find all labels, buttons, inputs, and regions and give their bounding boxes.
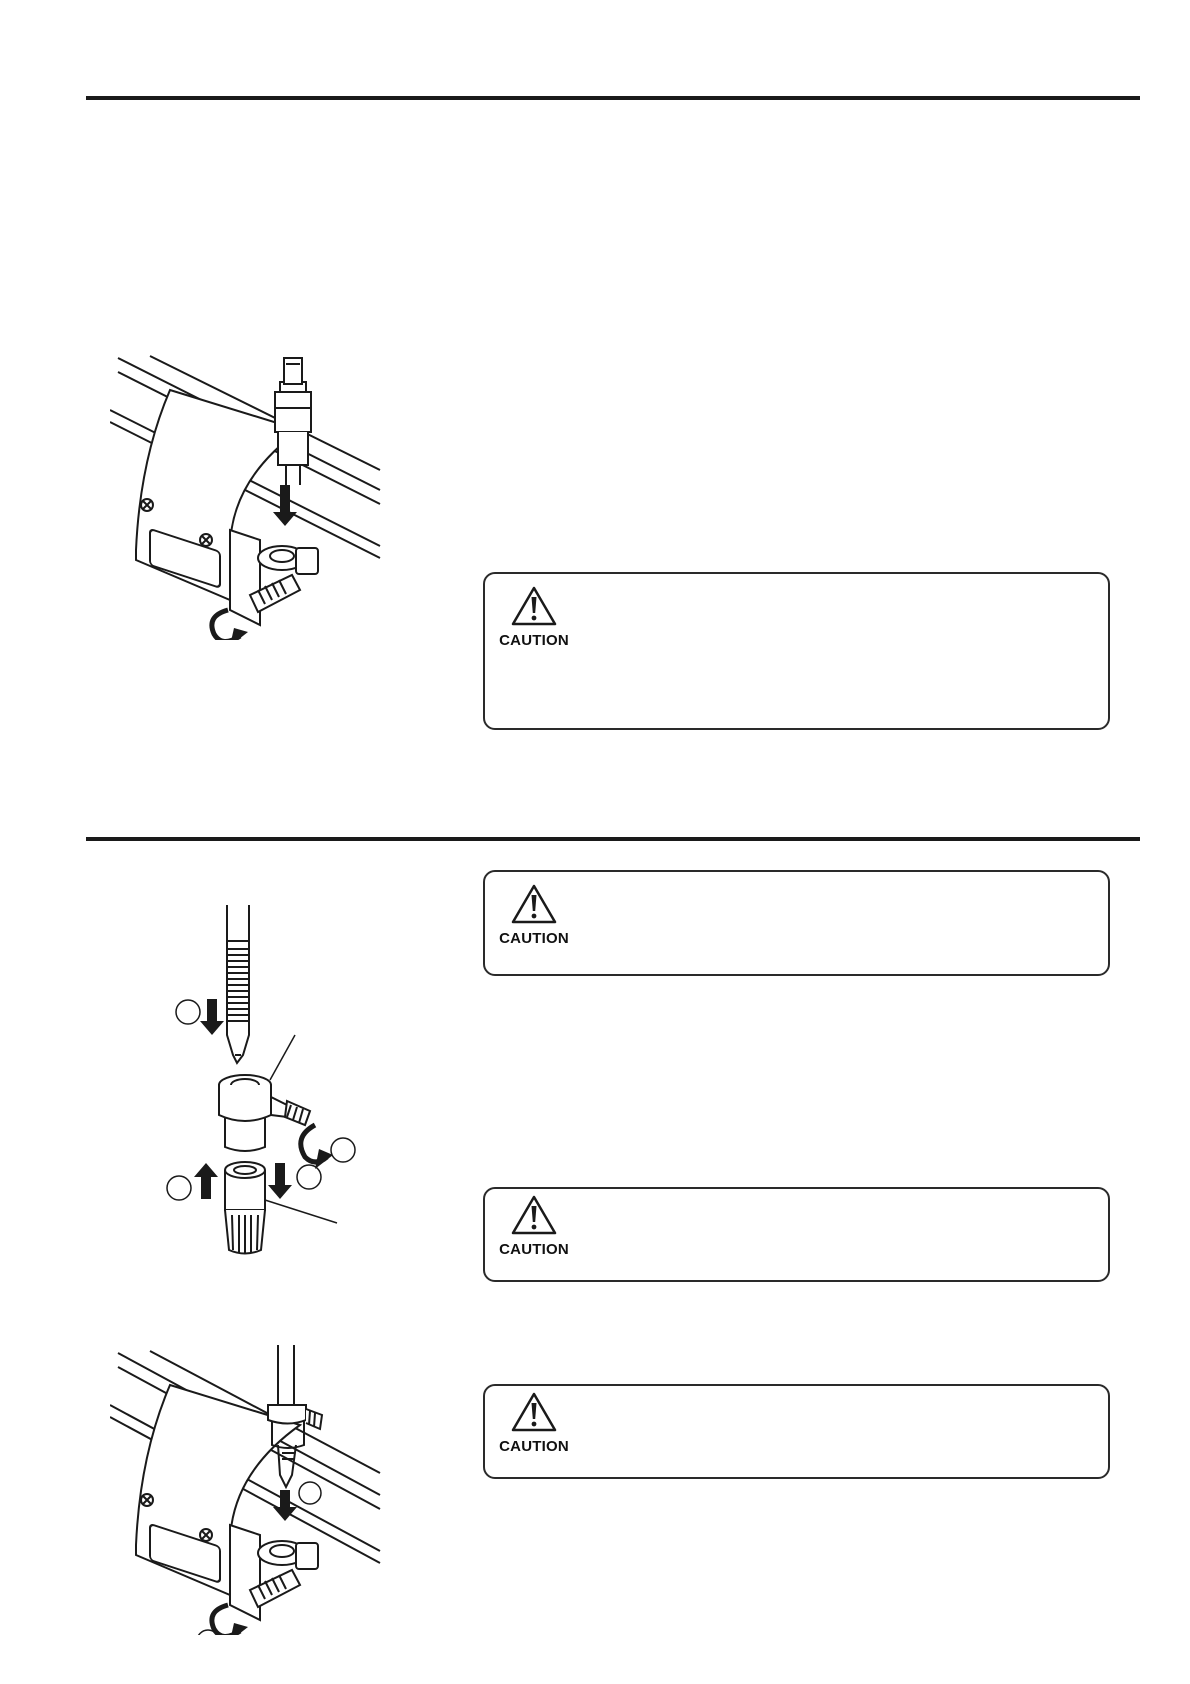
caution-box-1 xyxy=(483,572,1110,730)
cutter-holder-install-illustration xyxy=(110,350,390,640)
warning-triangle-icon xyxy=(511,884,557,924)
caution-label: CAUTION xyxy=(499,632,569,649)
section-rule-middle xyxy=(86,837,1140,841)
caution-icon xyxy=(493,1392,575,1458)
warning-triangle-icon xyxy=(511,1195,557,1235)
caution-box-2 xyxy=(483,870,1110,976)
pen-adapter-assembly-illustration xyxy=(165,905,365,1265)
caution-box-3 xyxy=(483,1187,1110,1282)
caution-icon xyxy=(493,884,575,950)
section-rule-top xyxy=(86,96,1140,100)
pen-holder-mount-illustration xyxy=(110,1345,390,1635)
warning-triangle-icon xyxy=(511,1392,557,1432)
caution-icon xyxy=(493,586,575,652)
caution-box-4 xyxy=(483,1384,1110,1479)
caution-icon xyxy=(493,1195,575,1261)
warning-triangle-icon xyxy=(511,586,557,626)
caution-label: CAUTION xyxy=(499,1241,569,1258)
caution-label: CAUTION xyxy=(499,930,569,947)
caution-label: CAUTION xyxy=(499,1438,569,1455)
